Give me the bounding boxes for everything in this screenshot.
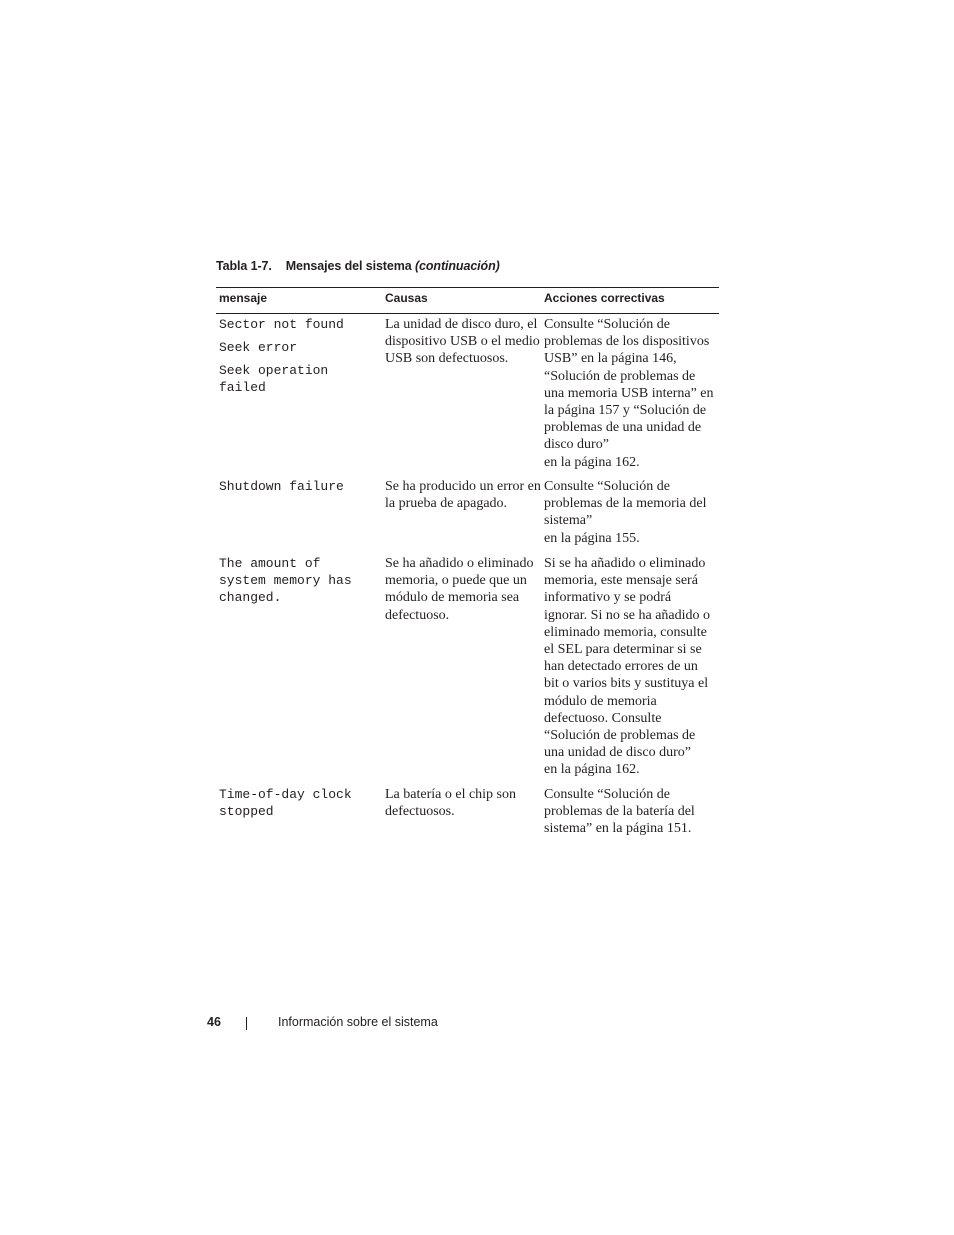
action-text: en la página 162. <box>544 454 640 470</box>
header-acciones: Acciones correctivas <box>544 291 665 305</box>
message-cell <box>219 316 379 396</box>
table-continuation: (continuación) <box>414 259 500 273</box>
cause-cell: La batería o el chip son defectuosos. <box>385 787 517 820</box>
action-text: Consulte “Solución de problemas de la memoria del sistema” <box>544 479 707 529</box>
action-text: Consulte “Solución de problemas de los dispositivos USB” en la página 146, “Solución de problemas de una memoria USB interna” en la página 157 y “Solución de problemas de una unidad de disco duro” <box>544 317 714 453</box>
system-messages-table <box>216 287 719 837</box>
cause-cell: Se ha añadido o eliminado memoria, o puede que un módulo de memoria sea defectuoso. <box>385 556 534 623</box>
action-text: Si se ha añadido o eliminado memoria, este mensaje será informativo y se podrá ignorar. Si no se ha añadido o eliminado memoria, consulte el SEL para determinar si se han detectado errores de un bit o varios bits y sustituya el módulo de memoria defectuoso. Consulte “Solución de problemas de una unidad de disco duro” <box>544 556 711 761</box>
action-cell <box>544 316 716 471</box>
header-mensaje: mensaje <box>219 291 268 305</box>
message-cell <box>219 478 379 495</box>
table-caption <box>216 259 500 273</box>
header-causas: Causas <box>385 291 428 305</box>
message-cell <box>219 555 379 606</box>
message-code: The amount of system memory has changed. <box>219 556 352 605</box>
message-code: Seek operation failed <box>219 363 329 395</box>
action-cell <box>544 555 716 779</box>
message-code: Time-of-day clock stopped <box>219 787 352 819</box>
footer-divider <box>246 1017 247 1030</box>
message-code: Shutdown failure <box>219 479 344 494</box>
action-text: en la página 155. <box>544 530 640 546</box>
cause-cell: Se ha producido un error en la prueba de apagado. <box>385 479 541 512</box>
footer-section-title: Información sobre el sistema <box>278 1015 438 1029</box>
message-cell <box>219 786 379 820</box>
table-label: Tabla 1-7. <box>216 259 272 273</box>
message-code: Seek error <box>219 340 298 355</box>
cause-cell: La unidad de disco duro, el dispositivo USB o el medio USB son defectuosos. <box>385 317 540 367</box>
table-header <box>216 287 719 314</box>
page-number: 46 <box>207 1015 221 1029</box>
message-code: Sector not found <box>219 317 344 332</box>
action-text: Consulte “Solución de problemas de la batería del sistema” en la página 151. <box>544 787 695 837</box>
table-title: Mensajes del sistema <box>285 259 412 273</box>
action-cell <box>544 478 716 547</box>
action-text: en la página 162. <box>544 762 640 778</box>
action-cell <box>544 786 716 838</box>
